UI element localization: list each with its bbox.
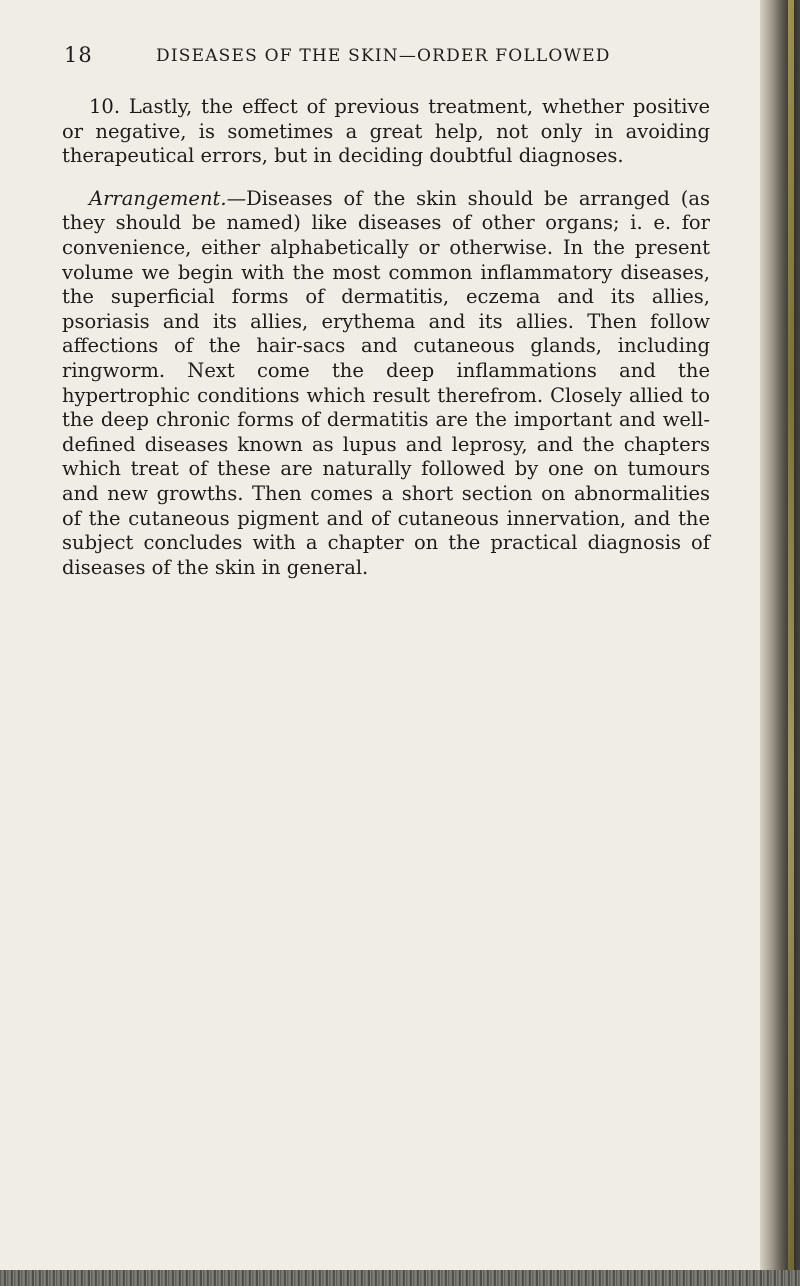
page-header [64,43,704,73]
paragraph-arrangement-text: —Diseases of the skin should be arranged (as they should be named) like diseases of other organs; i. e. for convenience, either alphabetically or otherwise. In the present volume we begin with the most common inflammatory diseases, the superficial forms of dermatitis, eczema and its allies, psoriasis and its allies, erythema and its allies. Then follow affections of the hair-sacs and cutaneous glands, including ringworm. Next come the deep inflammations and the hypertrophic conditions which result therefrom. Closely allied to the deep chronic forms of dermatitis are the important and well-defined diseases known as lupus and leprosy, and the chapters which treat of these are naturally followed by one on tumours and new growths. Then comes a short section on abnormalities of the cutaneous pigment and of cutaneous innervation, and the subject concludes with a chapter on the practical diagnosis of diseases of the skin in general. [62,186,710,579]
paragraph-arrangement [62,187,710,581]
page-number: 18 [64,43,93,67]
running-head: DISEASES OF THE SKIN—ORDER FOLLOWED [156,46,611,66]
paragraph-previous-treatment: 10. Lastly, the effect of previous treatment, whether positive or negative, is sometimes a great help, not only in avoiding therapeutical errors, but in deciding doubtful diagnoses. [62,95,710,168]
book-binding-edge [788,0,794,1286]
run-in-heading: Arrangement. [89,186,227,210]
body-text [62,95,710,598]
book-binding-shadow [760,0,800,1286]
page-bottom-edge [0,1270,800,1286]
